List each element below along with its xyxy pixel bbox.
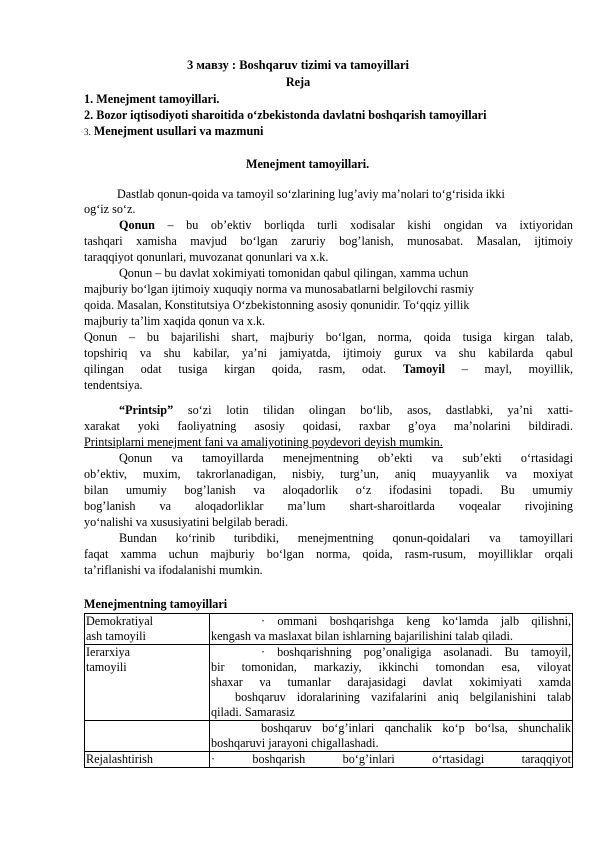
paragraph-3-line: majburiy bo‘lgan ijtimoiy xuquqiy norma va munosabatlarni belgilovchi rasmiy [84,282,474,296]
document-title: 3 мавзу : Boshqaruv tizimi va tamoyillari [186,58,409,72]
paragraph-4-text: qilingan odat tusiga kirgan qoida, rasm, odat. [84,362,387,376]
principle-name-cell [85,752,210,768]
paragraph-4-line [84,362,573,377]
paragraph-7-line: ta’riflanishi va ifodalanishi mumkin. [84,563,263,577]
paragraph-2-line: tashqari xamisha mavjud bo‘lgan zaruriy bog’lanish, munosabat. Masalan, ijtimoiy [84,234,573,248]
paragraph-7-line: faqat xamma uchun majburiy bo‘lgan norma, qoida, rasm-rusum, moyilliklar orqali [84,547,573,561]
principle-name-line: Ierarxiya [86,645,130,659]
table-row [85,752,573,768]
principle-desc-line: · boshqarish bo‘g’inlari o‘rtasidagi taraqqiyot [211,752,571,766]
principle-desc-line: qiladi. Samarasiz [211,705,295,719]
paragraph-4-tail: – mayl, moyillik, [445,362,574,376]
paragraph-4-line: Qonun – bu bajarilishi shart, majburiy bo‘lgan, norma, qoida tusiga kirgan talab, [84,330,573,344]
plan-item-3 [84,124,263,140]
paragraph-1-line: og‘iz so‘z. [84,202,136,216]
plan-item-1: 1. Menejment tamoyillari. [84,92,220,106]
paragraph-5-line: xarakat yoki faoliyatning asosiy qoidasi, raxbar g’oya ma’nolarini bildiradi. [84,419,573,433]
paragraph-6-line: bilan umumiy bog’lanish va aloqadorlik o‘z ifodasini topadi. Bu umumiy [84,483,573,497]
principle-desc-cell [210,645,573,721]
principle-name-line: ash tamoyili [86,629,146,643]
table-row [85,614,573,645]
principle-desc-cell [210,614,573,645]
principle-name-line: tamoyili [86,660,127,674]
principle-desc-line: bir tomonidan, markaziy, ikkinchi tomondan esa, viloyat [211,660,571,674]
paragraph-5-line [119,403,573,418]
principle-desc-cell [210,721,573,752]
paragraph-1-line: Dastlab qonun-qoida va tamoyil so‘zlarining lug’aviy ma’nolari to‘g‘risida ikki [117,187,505,201]
paragraph-2-line: taraqqiyot qonunlari, muvozanat qonunlari va x.k. [84,250,329,264]
paragraph-4-line: tendentsiya. [84,378,143,392]
principle-desc-line: boshqaruvi jarayoni chigallashadi. [211,736,379,750]
plan-item-2: 2. Bozor iqtisodiyoti sharoitida o‘zbekistonda davlatni boshqarish tamoyillari [84,108,487,122]
plan-item-3-text: Menejment usullari va mazmuni [93,124,264,138]
paragraph-6-line: ob’ektiv, muxim, takrorlanadigan, nisbiy, turg’un, aniq muayyanlik va moxiyat [84,467,573,481]
plan-item-3-number: 3. [84,127,91,137]
principle-desc-cell [210,752,573,768]
paragraph-4-line: topshiriq va shu kabilar, ya’ni jamiyatda, ijtimoiy gurux va shu kabilarda qabul [84,346,573,360]
plan-heading: Reja [285,75,311,89]
principle-desc-line: boshqaruv idoralarining vazifalarini aniq belgilanishini talab [235,690,571,704]
paragraph-6-line: Qonun va tamoyillarda menejmentning ob’ekti va sub’ekti o‘rtasidagi [119,451,573,465]
term-qonun: Qonun [119,218,155,232]
table-row [85,645,573,721]
table-heading: Menejmentning tamoyillari [84,597,228,611]
principle-desc-line: boshqaruv bo‘g’inlari qanchalik ko‘p bo‘lsa, shunchalik [261,721,571,735]
principle-name-cell [85,614,210,645]
paragraph-3-line: majburiy ta’lim xaqida qonun va x.k. [84,314,266,328]
paragraph-3-line: Qonun – bu davlat xokimiyati tomonidan qabul qilingan, xamma uchun [119,266,469,280]
paragraph-6-line: bog’lanish va aloqadorliklar ma’lum shart-sharoitlarda voqealar rivojining [84,499,573,513]
paragraph-5-text: so‘zi lotin tilidan olingan bo‘lib, asos, dastlabki, ya’ni xatti- [173,403,573,417]
paragraph-2-line [119,218,573,233]
paragraph-5-line: Printsiplarni menejment fani va amaliyotining poydevori deyish mumkin. [84,435,443,449]
table-row [85,721,573,752]
principle-name-cell [85,721,210,752]
principle-name-cell [85,645,210,721]
paragraph-2-text: – bu ob’ektiv borliqda turli xodisalar kishi ongidan va ixtiyoridan [154,218,573,232]
paragraph-3-line: qoida. Masalan, Konstitutsiya O‘zbekistonning asosiy qonunidir. To‘qqiz yillik [84,298,470,312]
principle-desc-line: · ommani boshqarishga keng ko‘lamda jalb qilishni, [261,614,571,628]
term-printsip: “Printsip” [119,403,174,417]
section-heading: Menejment tamoyillari. [246,157,370,171]
principle-name-line: Demokratiyal [86,614,154,628]
paragraph-6-line: yo‘nalishi va xususiyatini belgilab beradi. [84,515,289,529]
principles-table [84,613,573,768]
principle-desc-line: shaxar va tumanlar darajasidagi davlat xokimiyati xamda [211,675,571,689]
term-tamoyil: Tamoyil [402,362,446,376]
principle-desc-line: kengash va maslaxat bilan ishlarning bajarilishini talab qiladi. [211,629,513,643]
principle-name-line: Rejalashtirish [86,752,154,766]
paragraph-7-line: Bundan ko‘rinib turibdiki, menejmentning qonun-qoidalari va tamoyillari [119,531,573,545]
principle-desc-line: · boshqarishning pog’onaligiga asolanadi. Bu tamoyil, [261,645,571,659]
